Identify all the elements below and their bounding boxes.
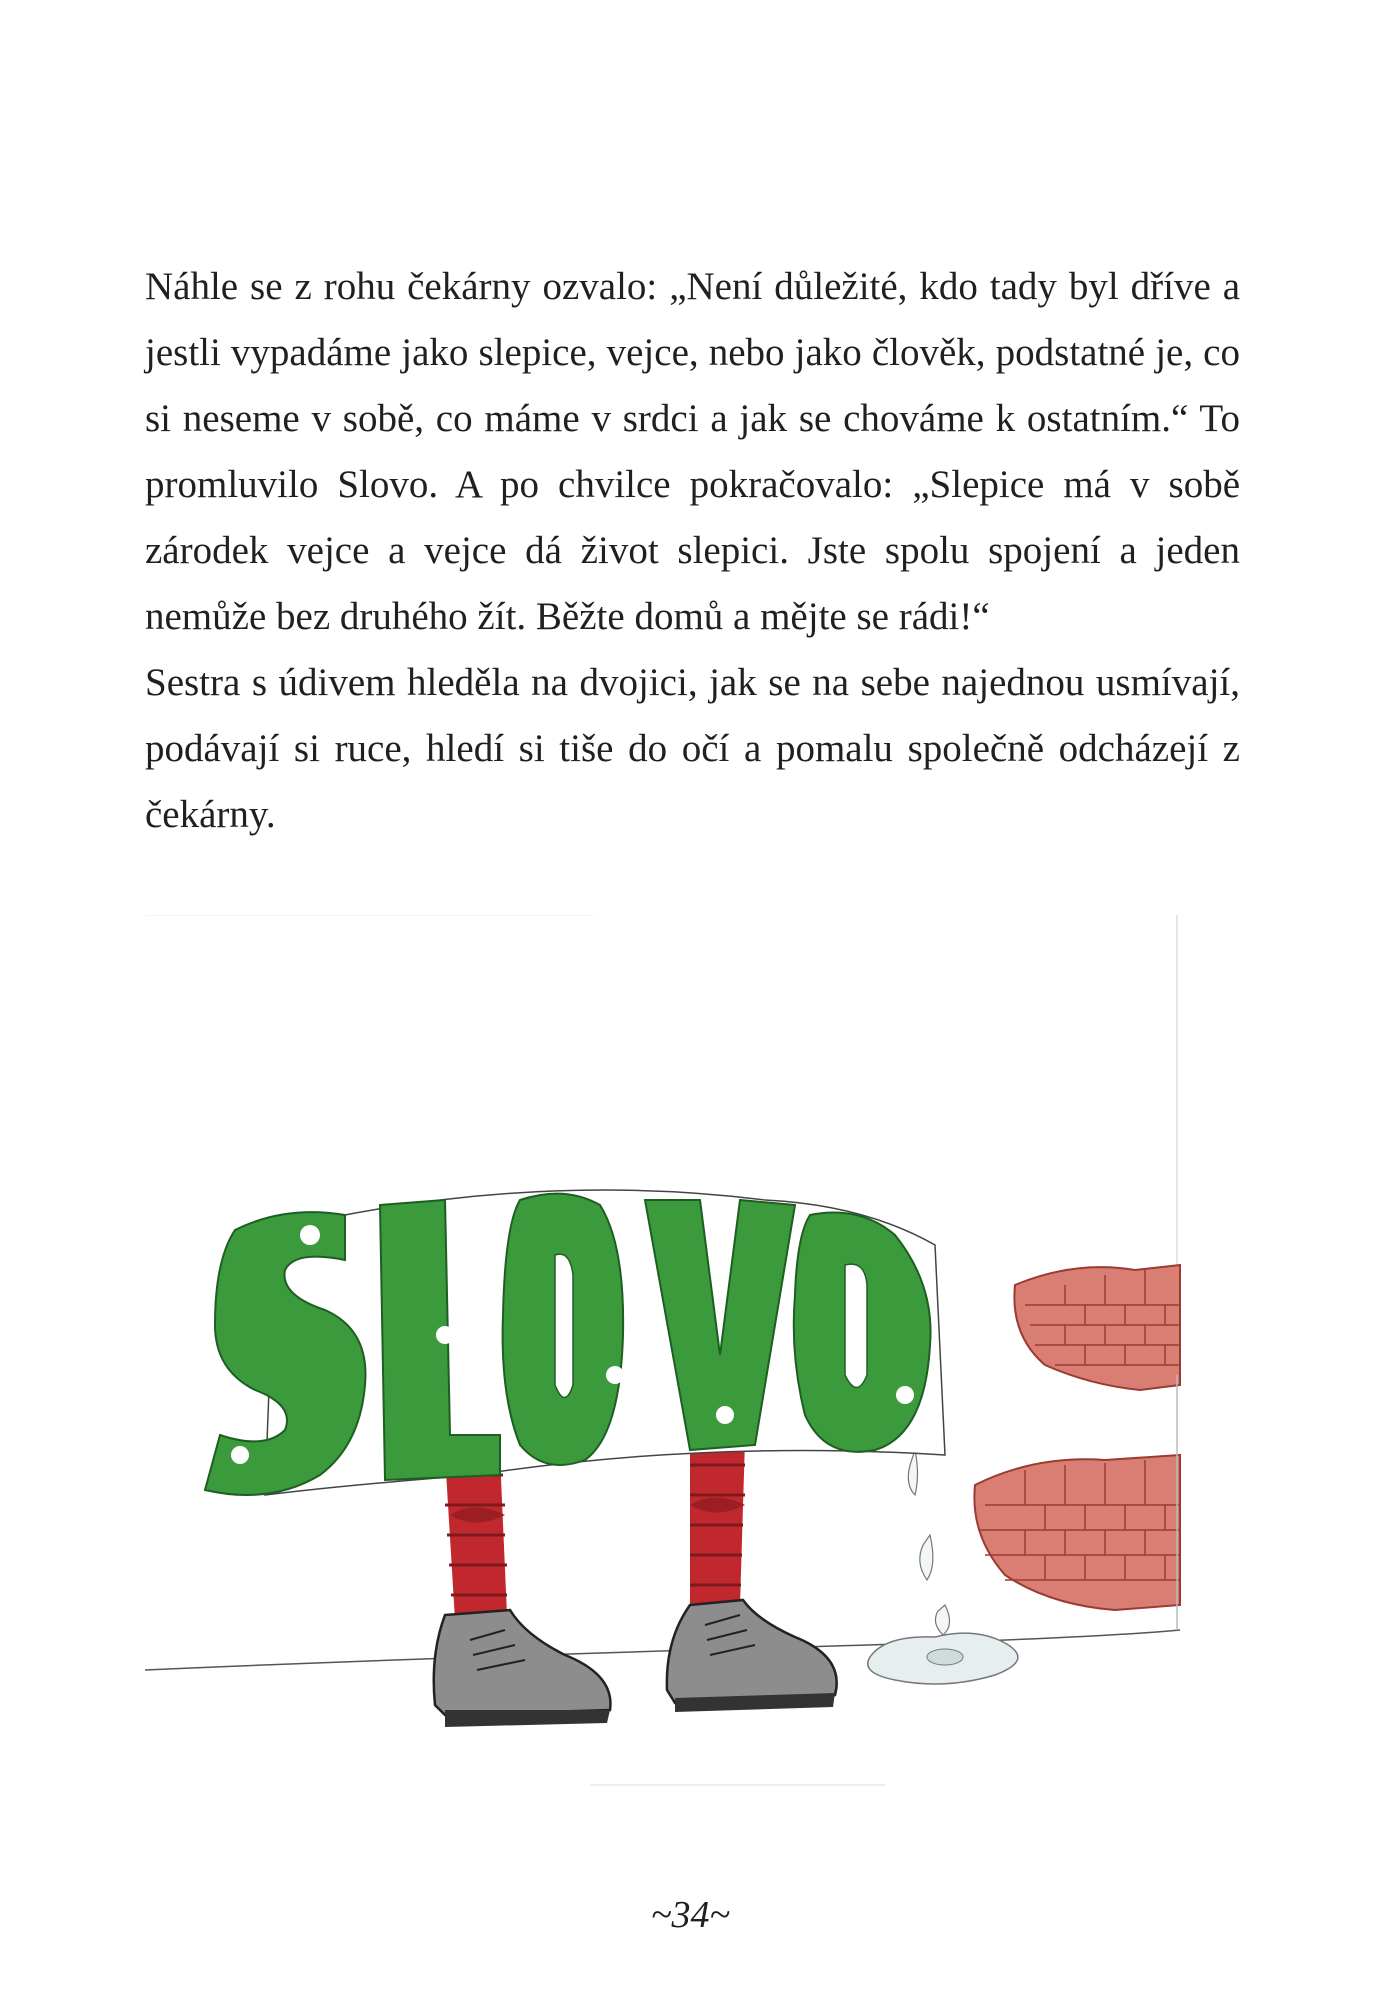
brick-wall-upper: [1014, 1265, 1180, 1390]
body-text: [145, 254, 1240, 848]
right-leg: [690, 1440, 745, 1610]
right-boot: [667, 1600, 837, 1712]
left-leg: [445, 1455, 507, 1620]
brick-wall-lower: [974, 1455, 1180, 1610]
left-boot: [434, 1610, 611, 1727]
paragraph-1: Náhle se z rohu čekárny ozvalo: „Není důležité, kdo tady byl dříve a jestli vypadáme jako slepice, vejce, nebo jako člověk, podstatné je, co si neseme v sobě, co máme v srdci a jak se chováme k ostatním.“ To promluvilo Slovo. A po chvilce pokračovalo: „Slepice má v sobě zárodek vejce a vejce dá život slepici. Jste spolu spojení a jeden nemůže bez druhého žít. Běžte domů a mějte se rádi!“: [145, 265, 1240, 638]
paragraph-2: Sestra s údivem hleděla na dvojici, jak se na sebe najednou usmívají, podávají si ruce, hledí si tiše do očí a pomalu společně odcházejí z čekárny.: [145, 661, 1240, 836]
slovo-word-body: [205, 1190, 945, 1495]
page-number: ~34~: [650, 1894, 731, 1936]
slovo-illustration: [145, 915, 1240, 1795]
